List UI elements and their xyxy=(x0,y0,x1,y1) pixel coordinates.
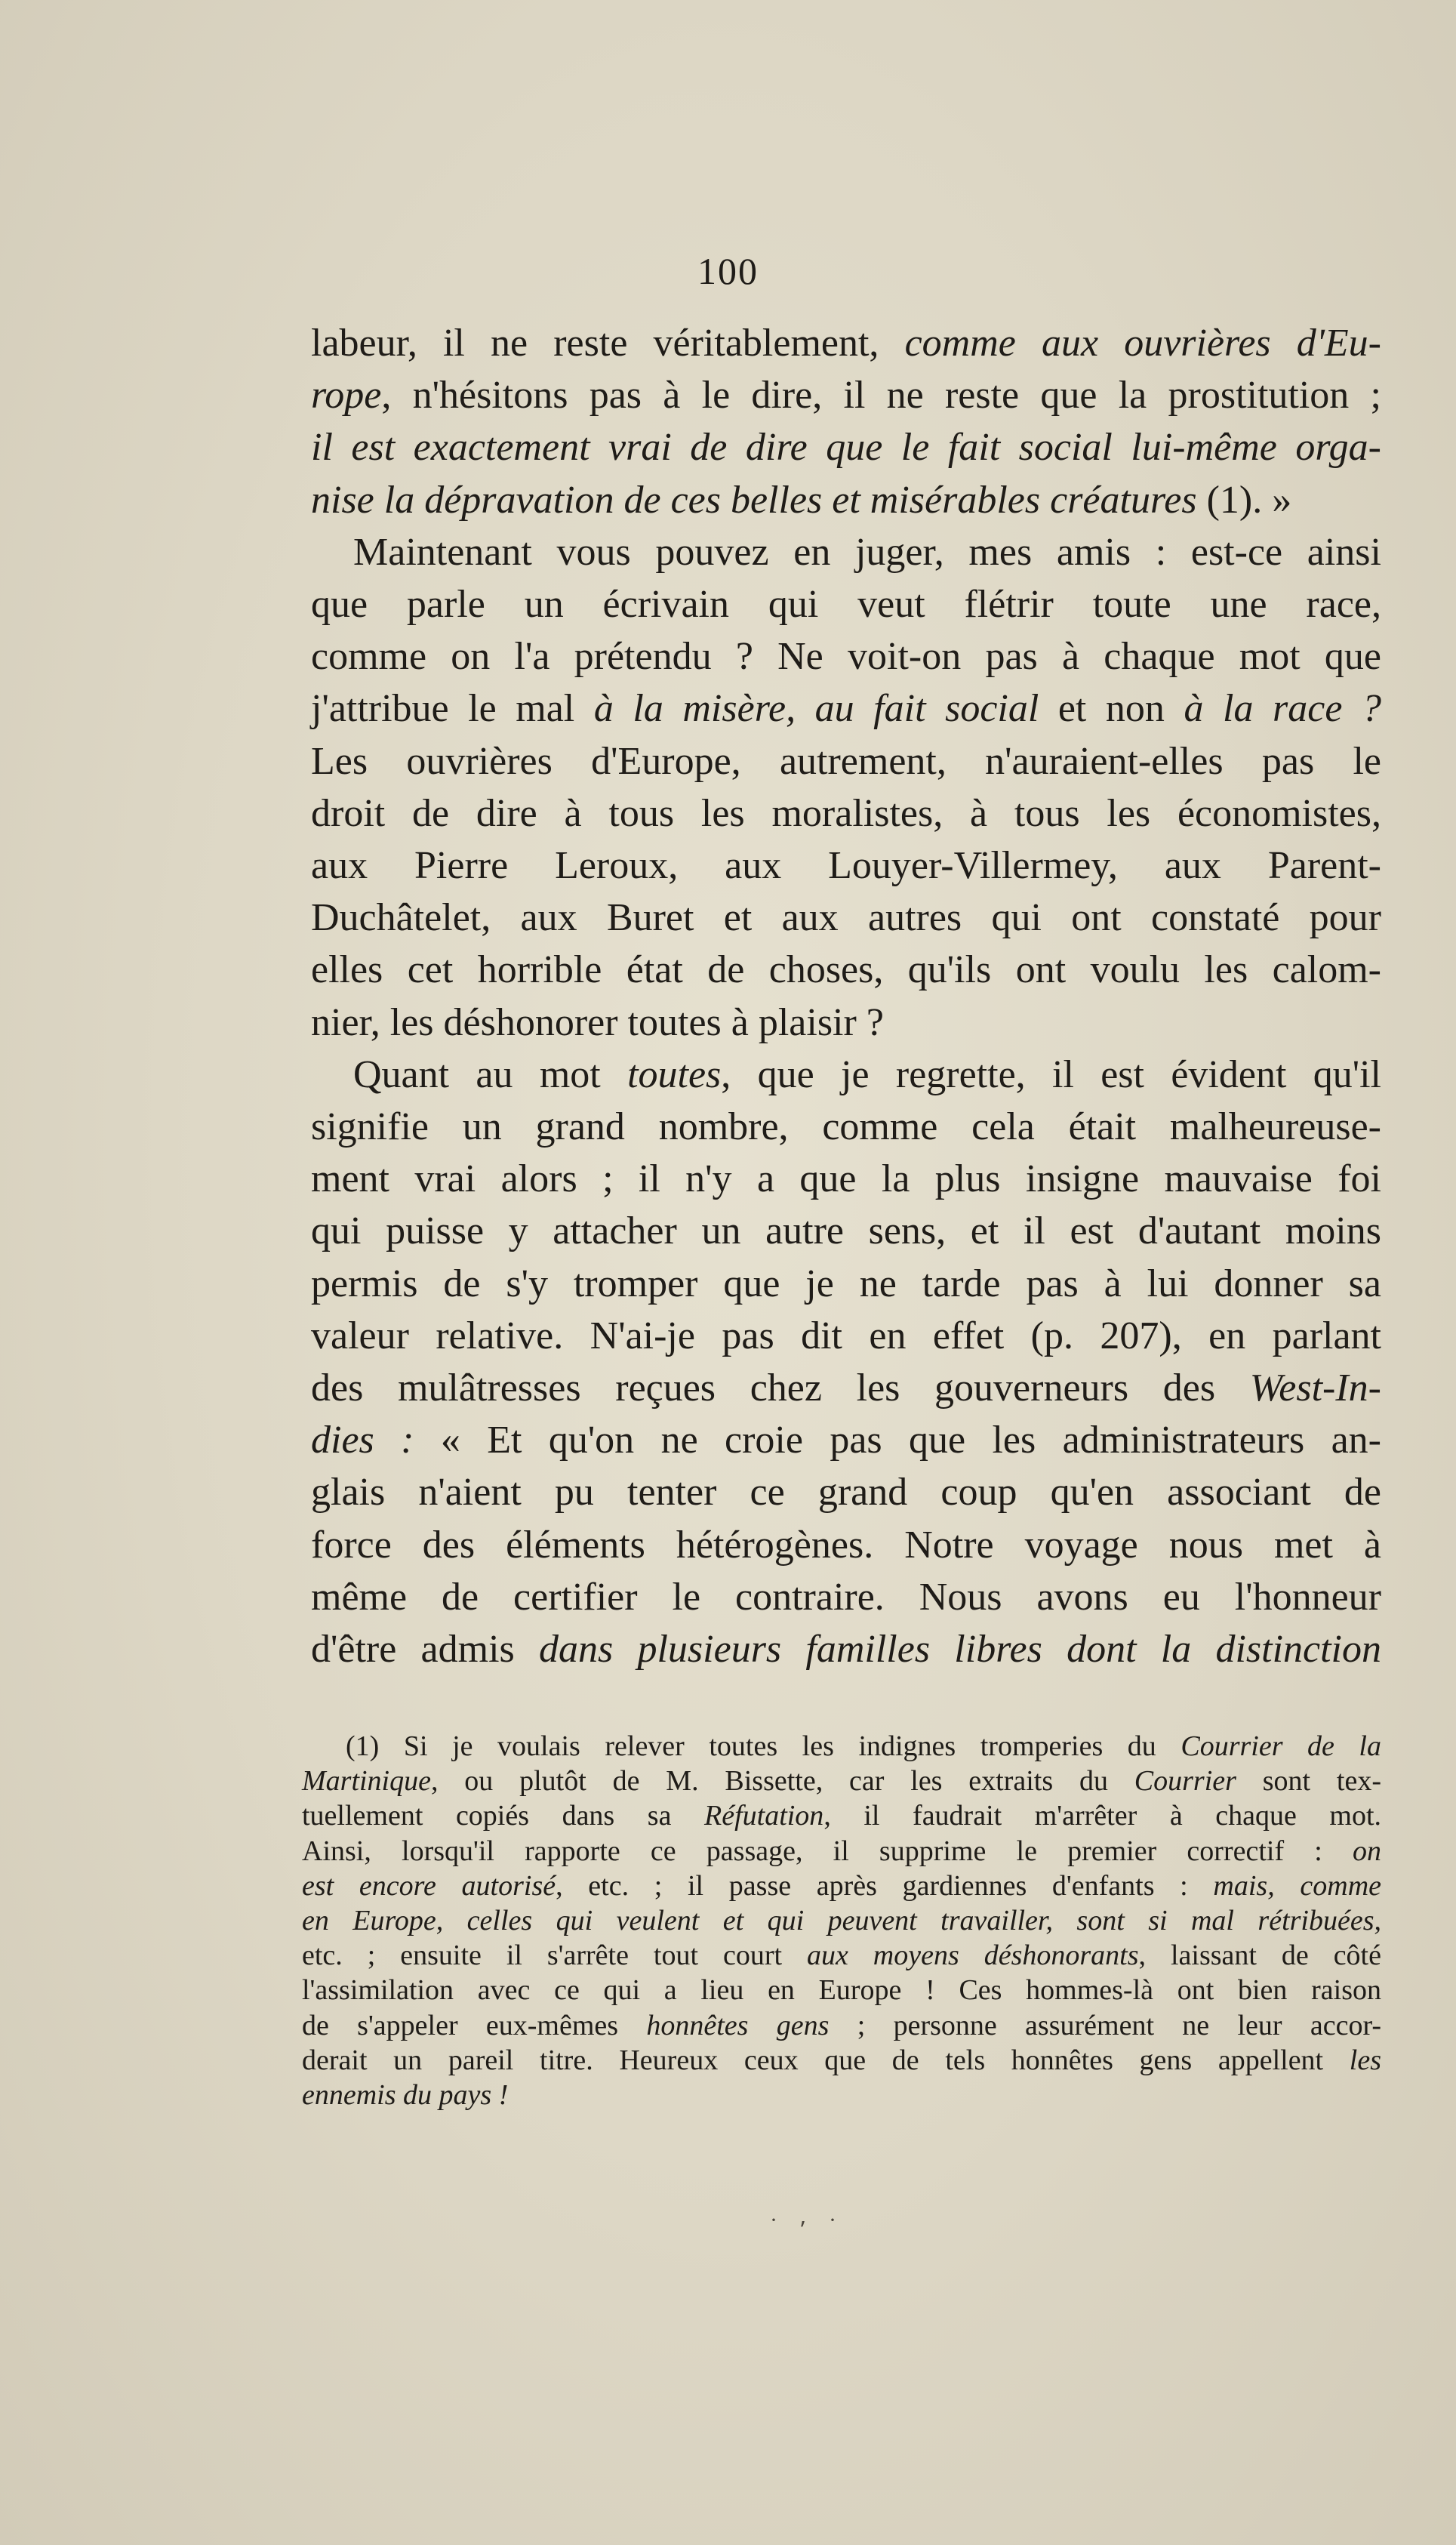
text-line xyxy=(311,1571,1381,1623)
italic-text: mais, comme xyxy=(1213,1869,1382,1902)
text-line xyxy=(311,787,1381,840)
text-segment: labeur, il ne reste véritablement, xyxy=(311,322,905,365)
italic-text: les xyxy=(1349,2044,1381,2076)
italic-text: aux moyens déshonorants xyxy=(807,1940,1139,1972)
text-segment: ment vrai alors ; il n'y a que la plus insigne mauvaise foi xyxy=(311,1157,1381,1201)
text-segment: , que je regrette, il est évident qu'il xyxy=(721,1052,1381,1096)
italic-text: toutes xyxy=(627,1052,722,1096)
text-segment: que parle un écrivain qui veut flétrir toute une race, xyxy=(311,583,1381,627)
text-segment: Les ouvrières d'Europe, autrement, n'auraient-elles pas le xyxy=(311,739,1381,783)
text-line xyxy=(311,840,1381,892)
italic-text: en Europe, celles qui veulent et qui peuvent travailler, sont si mal rétribuées, xyxy=(302,1905,1381,1937)
text-segment: des mulâtresses reçues chez les gouverneurs des xyxy=(311,1366,1250,1410)
italic-text: on xyxy=(1353,1835,1381,1867)
text-segment: (1). » xyxy=(1196,478,1292,522)
italic-text: ennemis du pays ! xyxy=(302,2079,509,2112)
text-segment: , laissant de côté xyxy=(1138,1940,1381,1972)
footnote-line xyxy=(302,1798,1381,1833)
text-segment: permis de s'y tromper que je ne tarde pas à lui donner sa xyxy=(311,1262,1381,1305)
italic-text: West-In- xyxy=(1249,1366,1381,1410)
text-line xyxy=(311,421,1381,473)
text-line xyxy=(311,1205,1381,1257)
text-segment: Ainsi, lorsqu'il rapporte ce passage, il supprime le premier correctif : xyxy=(302,1835,1353,1867)
text-segment: , n'hésitons pas à le dire, il ne reste que la prostitution ; xyxy=(381,374,1381,417)
footnote-line xyxy=(302,2078,1381,2112)
text-segment: elles cet horrible état de choses, qu'ils ont voulu les calom- xyxy=(311,948,1381,992)
text-line xyxy=(311,892,1381,944)
text-segment: Duchâtelet, aux Buret et aux autres qui ont constaté pour xyxy=(311,896,1381,940)
text-segment: , ou plutôt de M. Bissette, car les extraits du xyxy=(430,1765,1134,1798)
footnote xyxy=(302,1729,1381,2112)
text-segment: force des éléments hétérogènes. Notre voyage nous met à xyxy=(311,1523,1381,1567)
text-line xyxy=(311,474,1381,526)
italic-text: honnêtes gens xyxy=(646,2009,830,2041)
text-segment: derait un pareil titre. Heureux ceux que de tels honnêtes gens appellent xyxy=(302,2044,1350,2076)
text-segment: (1) Si je voulais relever toutes les indignes tromperies du xyxy=(346,1730,1181,1762)
text-line xyxy=(311,735,1381,787)
text-line xyxy=(311,682,1381,735)
italic-text: dies : xyxy=(311,1419,414,1462)
italic-text: Martinique xyxy=(302,1765,431,1798)
footnote-line xyxy=(302,1903,1381,1938)
text-line xyxy=(311,1101,1381,1153)
italic-text: rope xyxy=(311,374,382,417)
text-line xyxy=(311,1153,1381,1205)
italic-text: Courrier xyxy=(1134,1765,1236,1798)
text-line xyxy=(311,1258,1381,1310)
footnote-line xyxy=(302,1938,1381,1973)
page-number: 100 xyxy=(697,250,759,292)
text-line xyxy=(311,944,1381,996)
text-line xyxy=(311,1466,1381,1518)
text-segment: sont tex- xyxy=(1236,1765,1381,1798)
text-segment: « Et qu'on ne croie pas que les administrateurs an- xyxy=(414,1419,1381,1462)
text-line xyxy=(311,1362,1381,1414)
text-segment: Quant au mot xyxy=(353,1052,628,1096)
text-segment: ; personne assurément ne leur accor- xyxy=(829,2009,1381,2041)
text-line xyxy=(311,1049,1381,1101)
ink-specks: ·⸴· xyxy=(770,2208,860,2232)
text-segment: j'attribue le mal xyxy=(311,687,594,731)
text-segment: aux Pierre Leroux, aux Louyer-Villermey, aux Parent- xyxy=(311,844,1381,888)
text-segment: nier, les déshonorer toutes à plaisir ? xyxy=(311,1000,884,1044)
text-line xyxy=(311,1519,1381,1571)
text-segment: , il faudrait m'arrêter à chaque mot. xyxy=(823,1800,1382,1832)
italic-text: dans plusieurs familles libres dont la distinction xyxy=(539,1628,1381,1672)
text-line xyxy=(311,1623,1381,1675)
text-segment: qui puisse y attacher un autre sens, et il est d'autant moins xyxy=(311,1209,1381,1253)
text-segment: glais n'aient pu tenter ce grand coup qu'en associant de xyxy=(311,1471,1381,1514)
italic-text: est encore autorisé xyxy=(302,1869,556,1902)
text-line xyxy=(311,1414,1381,1466)
text-segment: l'assimilation avec ce qui a lieu en Europe ! Ces hommes-là ont bien raison xyxy=(302,1974,1381,2007)
footnote-line xyxy=(302,1973,1381,2007)
footnote-line xyxy=(302,2043,1381,2078)
text-segment: d'être admis xyxy=(311,1628,539,1672)
italic-text: à la misère, au fait social xyxy=(593,687,1039,731)
text-segment: même de certifier le contraire. Nous avons eu l'honneur xyxy=(311,1575,1381,1619)
body-text xyxy=(311,317,1381,1675)
text-segment: et non xyxy=(1039,687,1184,731)
footnote-line xyxy=(302,2008,1381,2043)
text-segment: Maintenant vous pouvez en juger, mes amis : est-ce ainsi xyxy=(353,530,1381,574)
italic-text: Réfutation xyxy=(704,1800,824,1832)
text-segment: , etc. ; il passe après gardiennes d'enfants : xyxy=(556,1869,1214,1902)
text-line xyxy=(311,526,1381,578)
text-segment: etc. ; ensuite il s'arrête tout court xyxy=(302,1940,807,1972)
italic-text: il est exactement vrai de dire que le fait social lui-même orga- xyxy=(311,426,1381,470)
text-line xyxy=(311,630,1381,682)
text-segment: de s'appeler eux-mêmes xyxy=(302,2009,647,2041)
text-line xyxy=(311,578,1381,630)
text-line xyxy=(311,997,1381,1049)
text-line xyxy=(311,1310,1381,1362)
text-segment: signifie un grand nombre, comme cela était malheureuse- xyxy=(311,1105,1381,1149)
text-segment: comme on l'a prétendu ? Ne voit-on pas à chaque mot que xyxy=(311,635,1381,679)
footnote-line xyxy=(302,1764,1381,1798)
italic-text: nise la dépravation de ces belles et misérables créatures xyxy=(311,478,1197,522)
italic-text: Courrier de la xyxy=(1180,1730,1381,1762)
footnote-line xyxy=(302,1869,1381,1903)
footnote-line xyxy=(302,1834,1381,1869)
italic-text: comme aux ouvrières d'Eu- xyxy=(904,322,1381,365)
text-line xyxy=(311,369,1381,421)
italic-text: à la race ? xyxy=(1184,687,1382,731)
text-line xyxy=(311,317,1381,369)
text-segment: droit de dire à tous les moralistes, à tous les économistes, xyxy=(311,791,1381,835)
text-segment: valeur relative. N'ai-je pas dit en effet (p. 207), en parlant xyxy=(311,1314,1381,1357)
footnote-line xyxy=(302,1729,1381,1764)
text-segment: tuellement copiés dans sa xyxy=(302,1800,704,1832)
